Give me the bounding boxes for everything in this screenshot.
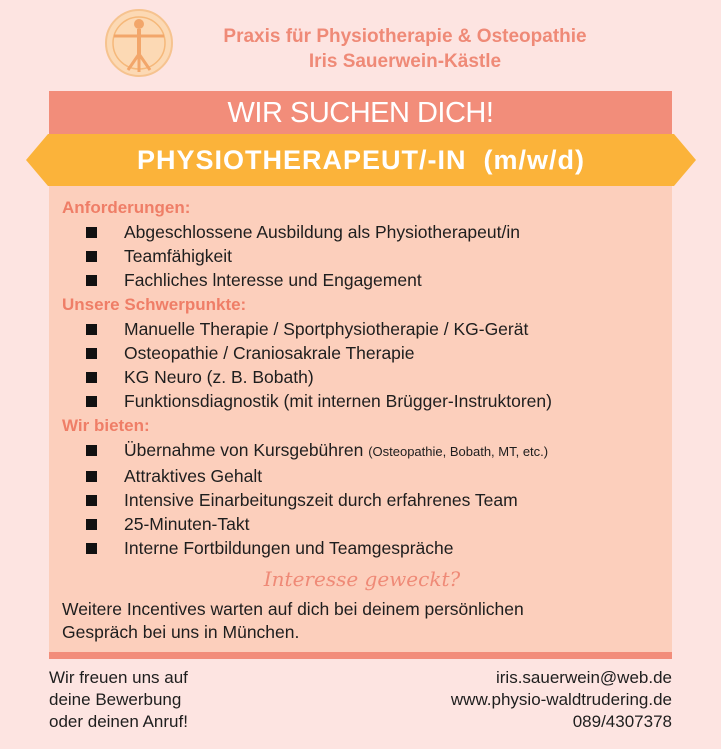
section-title: Wir bieten: bbox=[62, 416, 150, 435]
list-item: Manuelle Therapie / Sportphysiotherapie / KG-Gerät bbox=[62, 317, 662, 341]
requirements-content bbox=[62, 197, 662, 562]
square-bullet-icon bbox=[86, 519, 97, 530]
interesse-tagline: Interesse geweckt? bbox=[263, 567, 461, 591]
square-bullet-icon bbox=[86, 275, 97, 286]
contact-phone: 089/4307378 bbox=[572, 712, 672, 731]
list-item: 25-Minuten-Takt bbox=[62, 512, 662, 536]
incentives-text bbox=[62, 598, 662, 644]
square-bullet-icon bbox=[86, 348, 97, 359]
praxis-line-2: Iris Sauerwein-Kästle bbox=[308, 51, 502, 72]
praxis-name bbox=[160, 24, 650, 74]
footer-left-line-1: Wir freuen uns auf bbox=[49, 668, 188, 687]
square-bullet-icon bbox=[86, 396, 97, 407]
bottom-divider bbox=[49, 652, 672, 659]
list-item: Attraktives Gehalt bbox=[62, 464, 662, 488]
footer-left-line-3: oder deinen Anruf! bbox=[49, 712, 188, 731]
section-anforderungen bbox=[62, 197, 662, 292]
list-item: Osteopathie / Craniosakrale Therapie bbox=[62, 341, 662, 365]
section-wir-bieten bbox=[62, 415, 662, 560]
list-item: KG Neuro (z. B. Bobath) bbox=[62, 365, 662, 389]
footer-left-line-2: deine Bewerbung bbox=[49, 690, 182, 709]
square-bullet-icon bbox=[86, 372, 97, 383]
square-bullet-icon bbox=[86, 227, 97, 238]
list-item: Teamfähigkeit bbox=[62, 244, 662, 268]
square-bullet-icon bbox=[86, 495, 97, 506]
section-title: Anforderungen: bbox=[62, 198, 191, 217]
incentives-line-2: Gespräch bei uns in München. bbox=[62, 622, 300, 642]
list-item: Interne Fortbildungen und Teamgespräche bbox=[62, 536, 662, 560]
incentives-line-1: Weitere Incentives warten auf dich bei deinem persönlichen bbox=[62, 599, 524, 619]
list-item: Fachliches lnteresse und Engagement bbox=[62, 268, 662, 292]
header bbox=[0, 0, 721, 88]
list-item: Abgeschlossene Ausbildung als Physiotherapeut/in bbox=[62, 220, 662, 244]
wir-suchen-heading: WIR SUCHEN DICH! bbox=[227, 97, 494, 129]
list-item: Funktionsdiagnostik (mit internen Brügger-Instruktoren) bbox=[62, 389, 662, 413]
square-bullet-icon bbox=[86, 445, 97, 456]
item-note: (Osteopathie, Bobath, MT, etc.) bbox=[368, 444, 549, 459]
square-bullet-icon bbox=[86, 471, 97, 482]
square-bullet-icon bbox=[86, 251, 97, 262]
section-schwerpunkte bbox=[62, 294, 662, 413]
square-bullet-icon bbox=[86, 543, 97, 554]
contact-email: iris.sauerwein@web.de bbox=[495, 668, 672, 687]
footer-contact bbox=[360, 667, 672, 733]
praxis-line-1: Praxis für Physiotherapie & Osteopathie bbox=[223, 26, 587, 47]
list-item: Übernahme von Kursgebühren (Osteopathie, Bobath, MT, etc.) bbox=[62, 438, 662, 464]
square-bullet-icon bbox=[86, 324, 97, 335]
list-item: Intensive Einarbeitungszeit durch erfahrenes Team bbox=[62, 488, 662, 512]
section-title: Unsere Schwerpunkte: bbox=[62, 295, 247, 314]
footer-invitation bbox=[49, 667, 349, 733]
contact-website: www.physio-waldtrudering.de bbox=[450, 690, 672, 709]
position-title: PHYSIOTHERAPEUT/-IN (m/w/d) bbox=[136, 145, 586, 175]
